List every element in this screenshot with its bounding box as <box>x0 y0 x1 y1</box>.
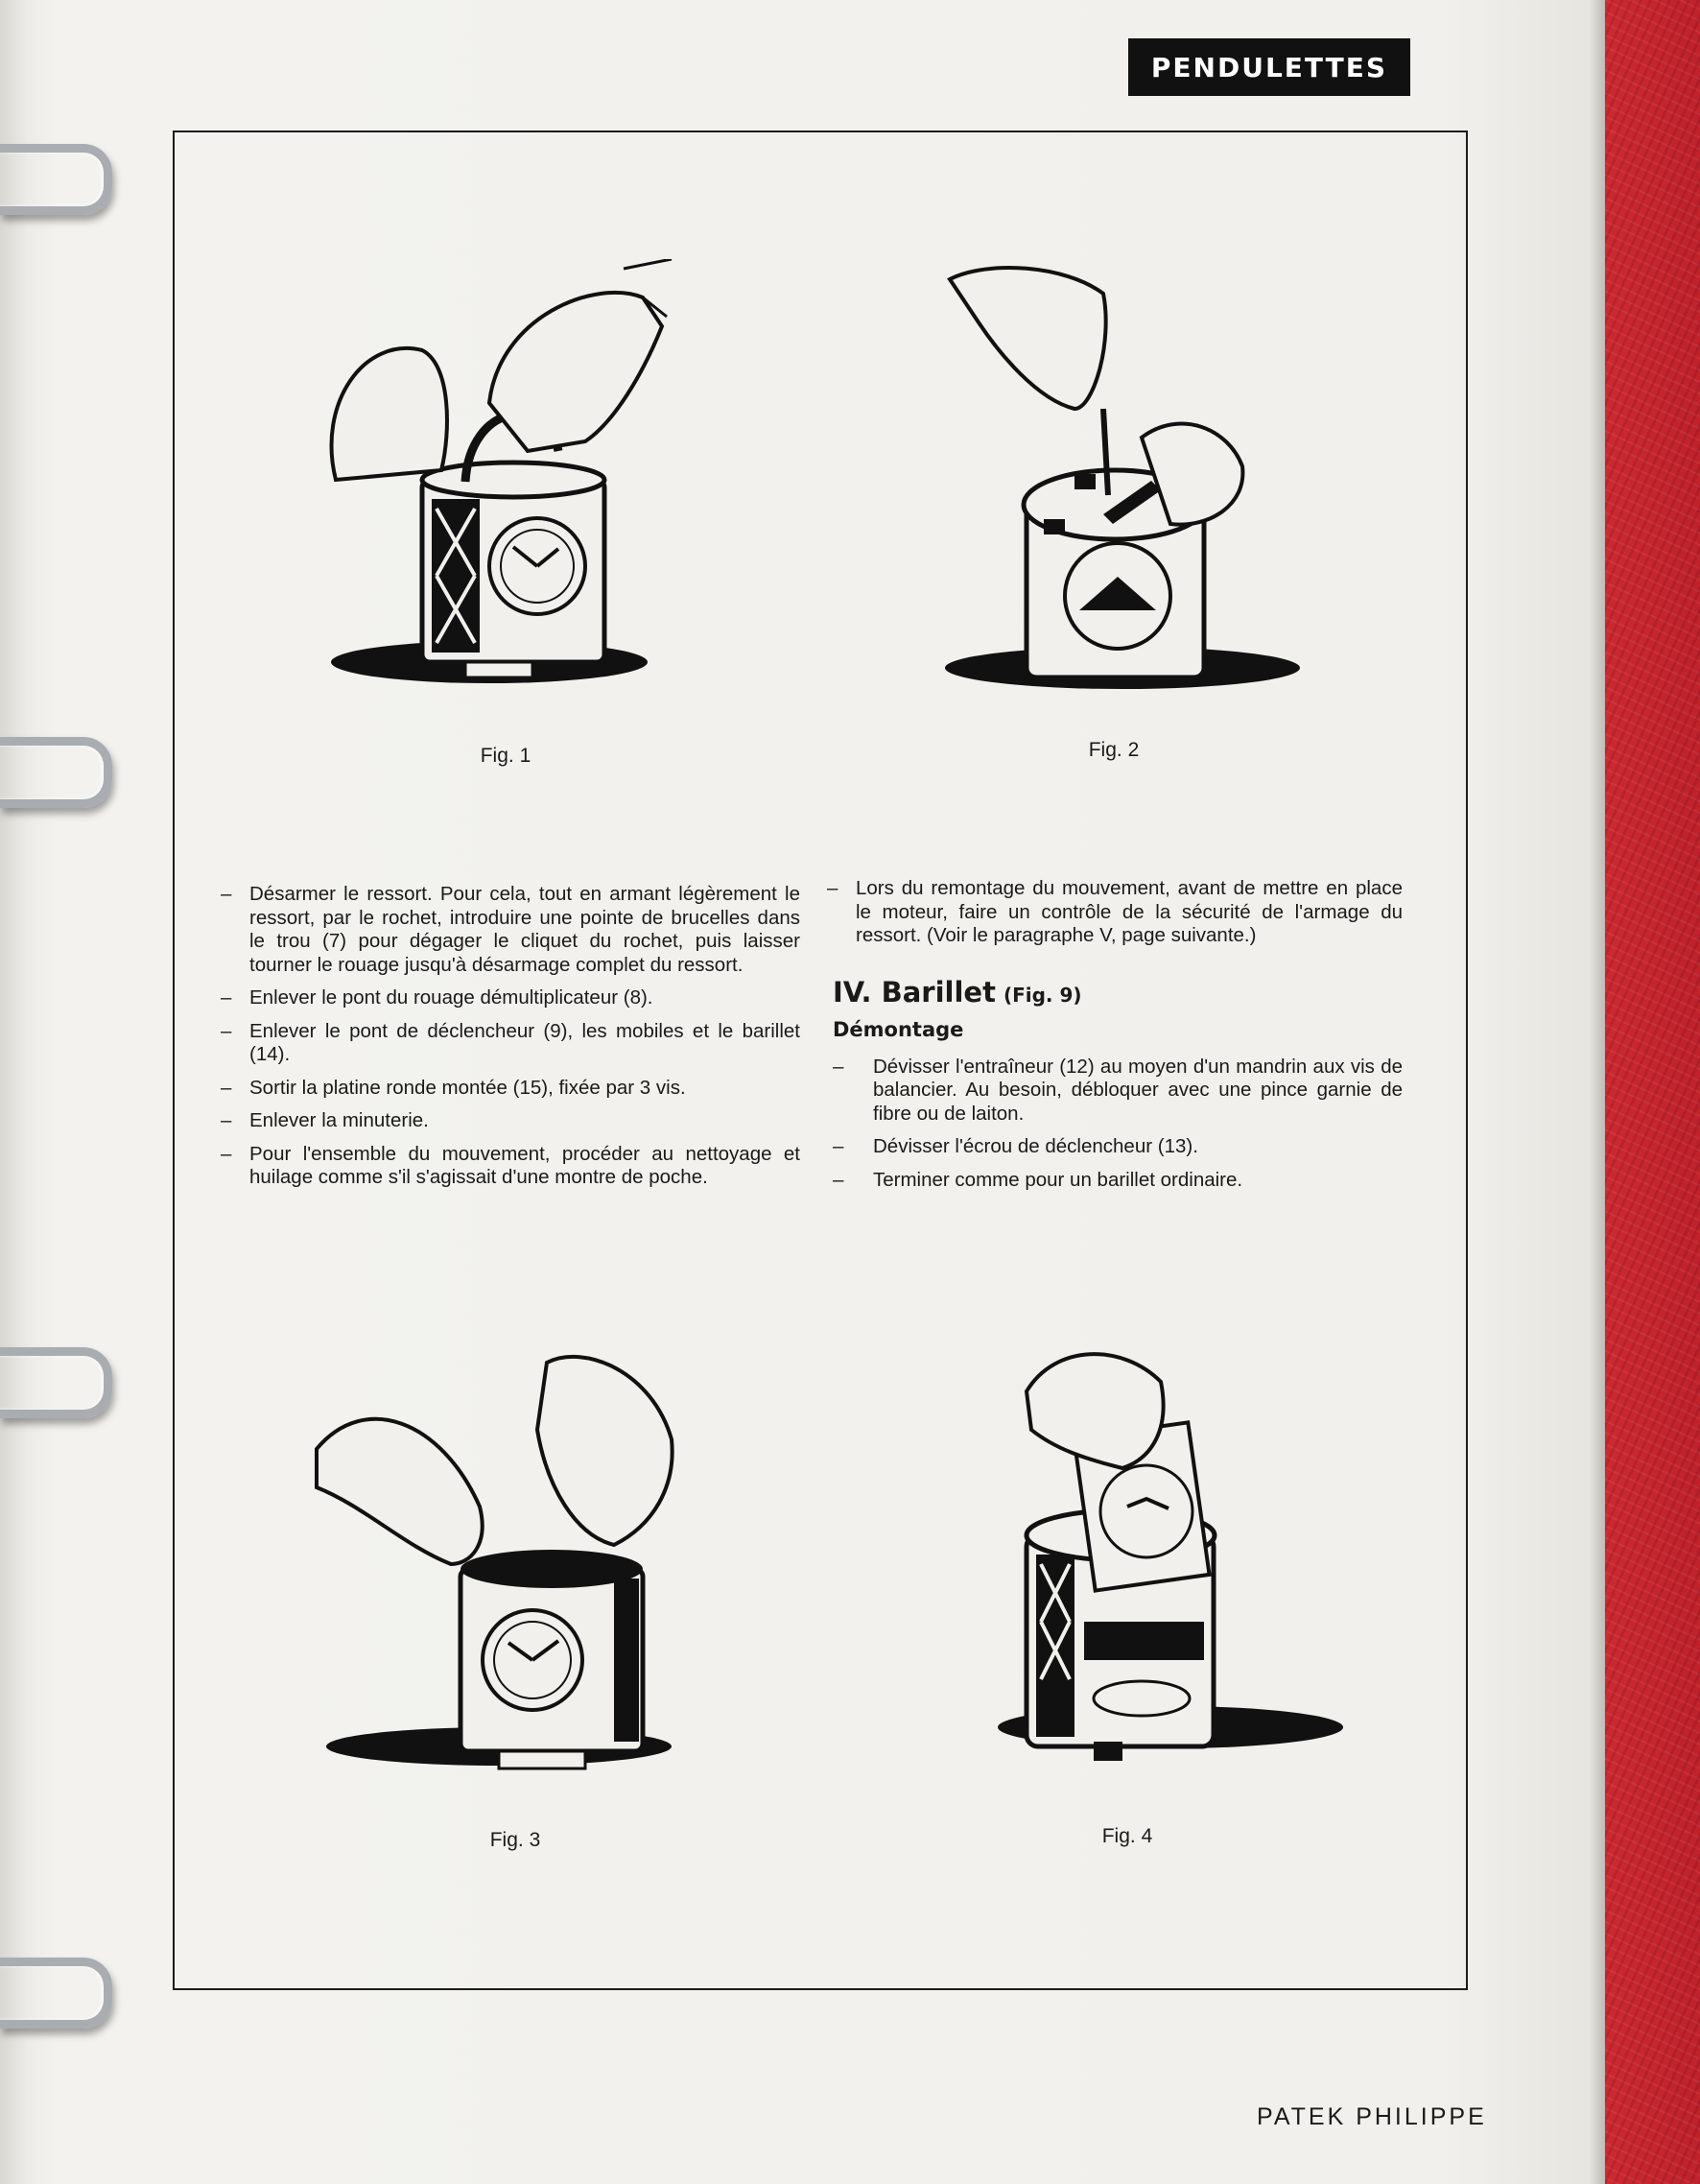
page-edge <box>1588 0 1605 2184</box>
hands-opening-clock-illustration <box>307 1334 691 1794</box>
figure-1 <box>307 259 691 710</box>
figure-caption: Fig. 1 <box>480 745 531 767</box>
list-item: – Pour l'ensemble du mouvement, procéder au nettoyage et huilage comme s'il s'agissait d'une montre de poche. <box>221 1142 800 1188</box>
binder-ring <box>0 1958 112 2029</box>
subheading: Démontage <box>833 1018 964 1041</box>
list-item: – Enlever la minuterie. <box>221 1109 429 1131</box>
figure-caption: Fig. 2 <box>1088 739 1140 761</box>
hands-screwdriver-clock-illustration <box>921 265 1305 706</box>
figure-caption: Fig. 3 <box>489 1829 541 1851</box>
figure-4 <box>959 1334 1343 1794</box>
section-heading: IV. Barillet (Fig. 9) <box>833 975 1082 1009</box>
figure-2 <box>921 265 1305 706</box>
hands-winding-clock-illustration <box>307 259 691 710</box>
binder-ring <box>0 737 112 808</box>
binder-ring <box>0 144 112 215</box>
figure-3 <box>307 1334 691 1794</box>
list-item: – Dévisser l'écrou de déclencheur (13). <box>833 1135 1198 1157</box>
hand-removing-dial-illustration <box>959 1334 1343 1794</box>
list-item: – Terminer comme pour un barillet ordinaire. <box>833 1168 1243 1191</box>
intro-item: – Lors du remontage du mouvement, avant de mettre en place le moteur, faire un contrôle de la sécurité de l'armage du ressort. (Voir le paragraphe V, page suivante.) <box>827 877 1403 946</box>
list-item: – Sortir la platine ronde montée (15), fixée par 3 vis. <box>221 1076 686 1099</box>
list-item: – Enlever le pont du rouage démultiplicateur (8). <box>221 986 653 1009</box>
figure-caption: Fig. 4 <box>1101 1825 1153 1847</box>
section-label: PENDULETTES <box>1128 38 1410 96</box>
binder-ring <box>0 1347 112 1418</box>
list-item: – Enlever le pont de déclencheur (9), les mobiles et le barillet (14). <box>221 1019 800 1065</box>
list-item: – Dévisser l'entraîneur (12) au moyen d'un mandrin aux vis de balancier. Au besoin, débloquer avec une pince garnie de fibre ou de laiton. <box>833 1055 1403 1125</box>
brand-footer: PATEK PHILIPPE <box>1257 2103 1487 2130</box>
left-column <box>221 883 800 1199</box>
list-item: – Désarmer le ressort. Pour cela, tout en armant légèrement le ressort, par le rochet, introduire une pointe de brucelles dans le trou (7) pour dégager le cliquet du rochet, puis laisser tourner le rouage jusqu'à désarmage complet du ressort. <box>221 883 800 976</box>
right-column <box>827 877 1403 1201</box>
